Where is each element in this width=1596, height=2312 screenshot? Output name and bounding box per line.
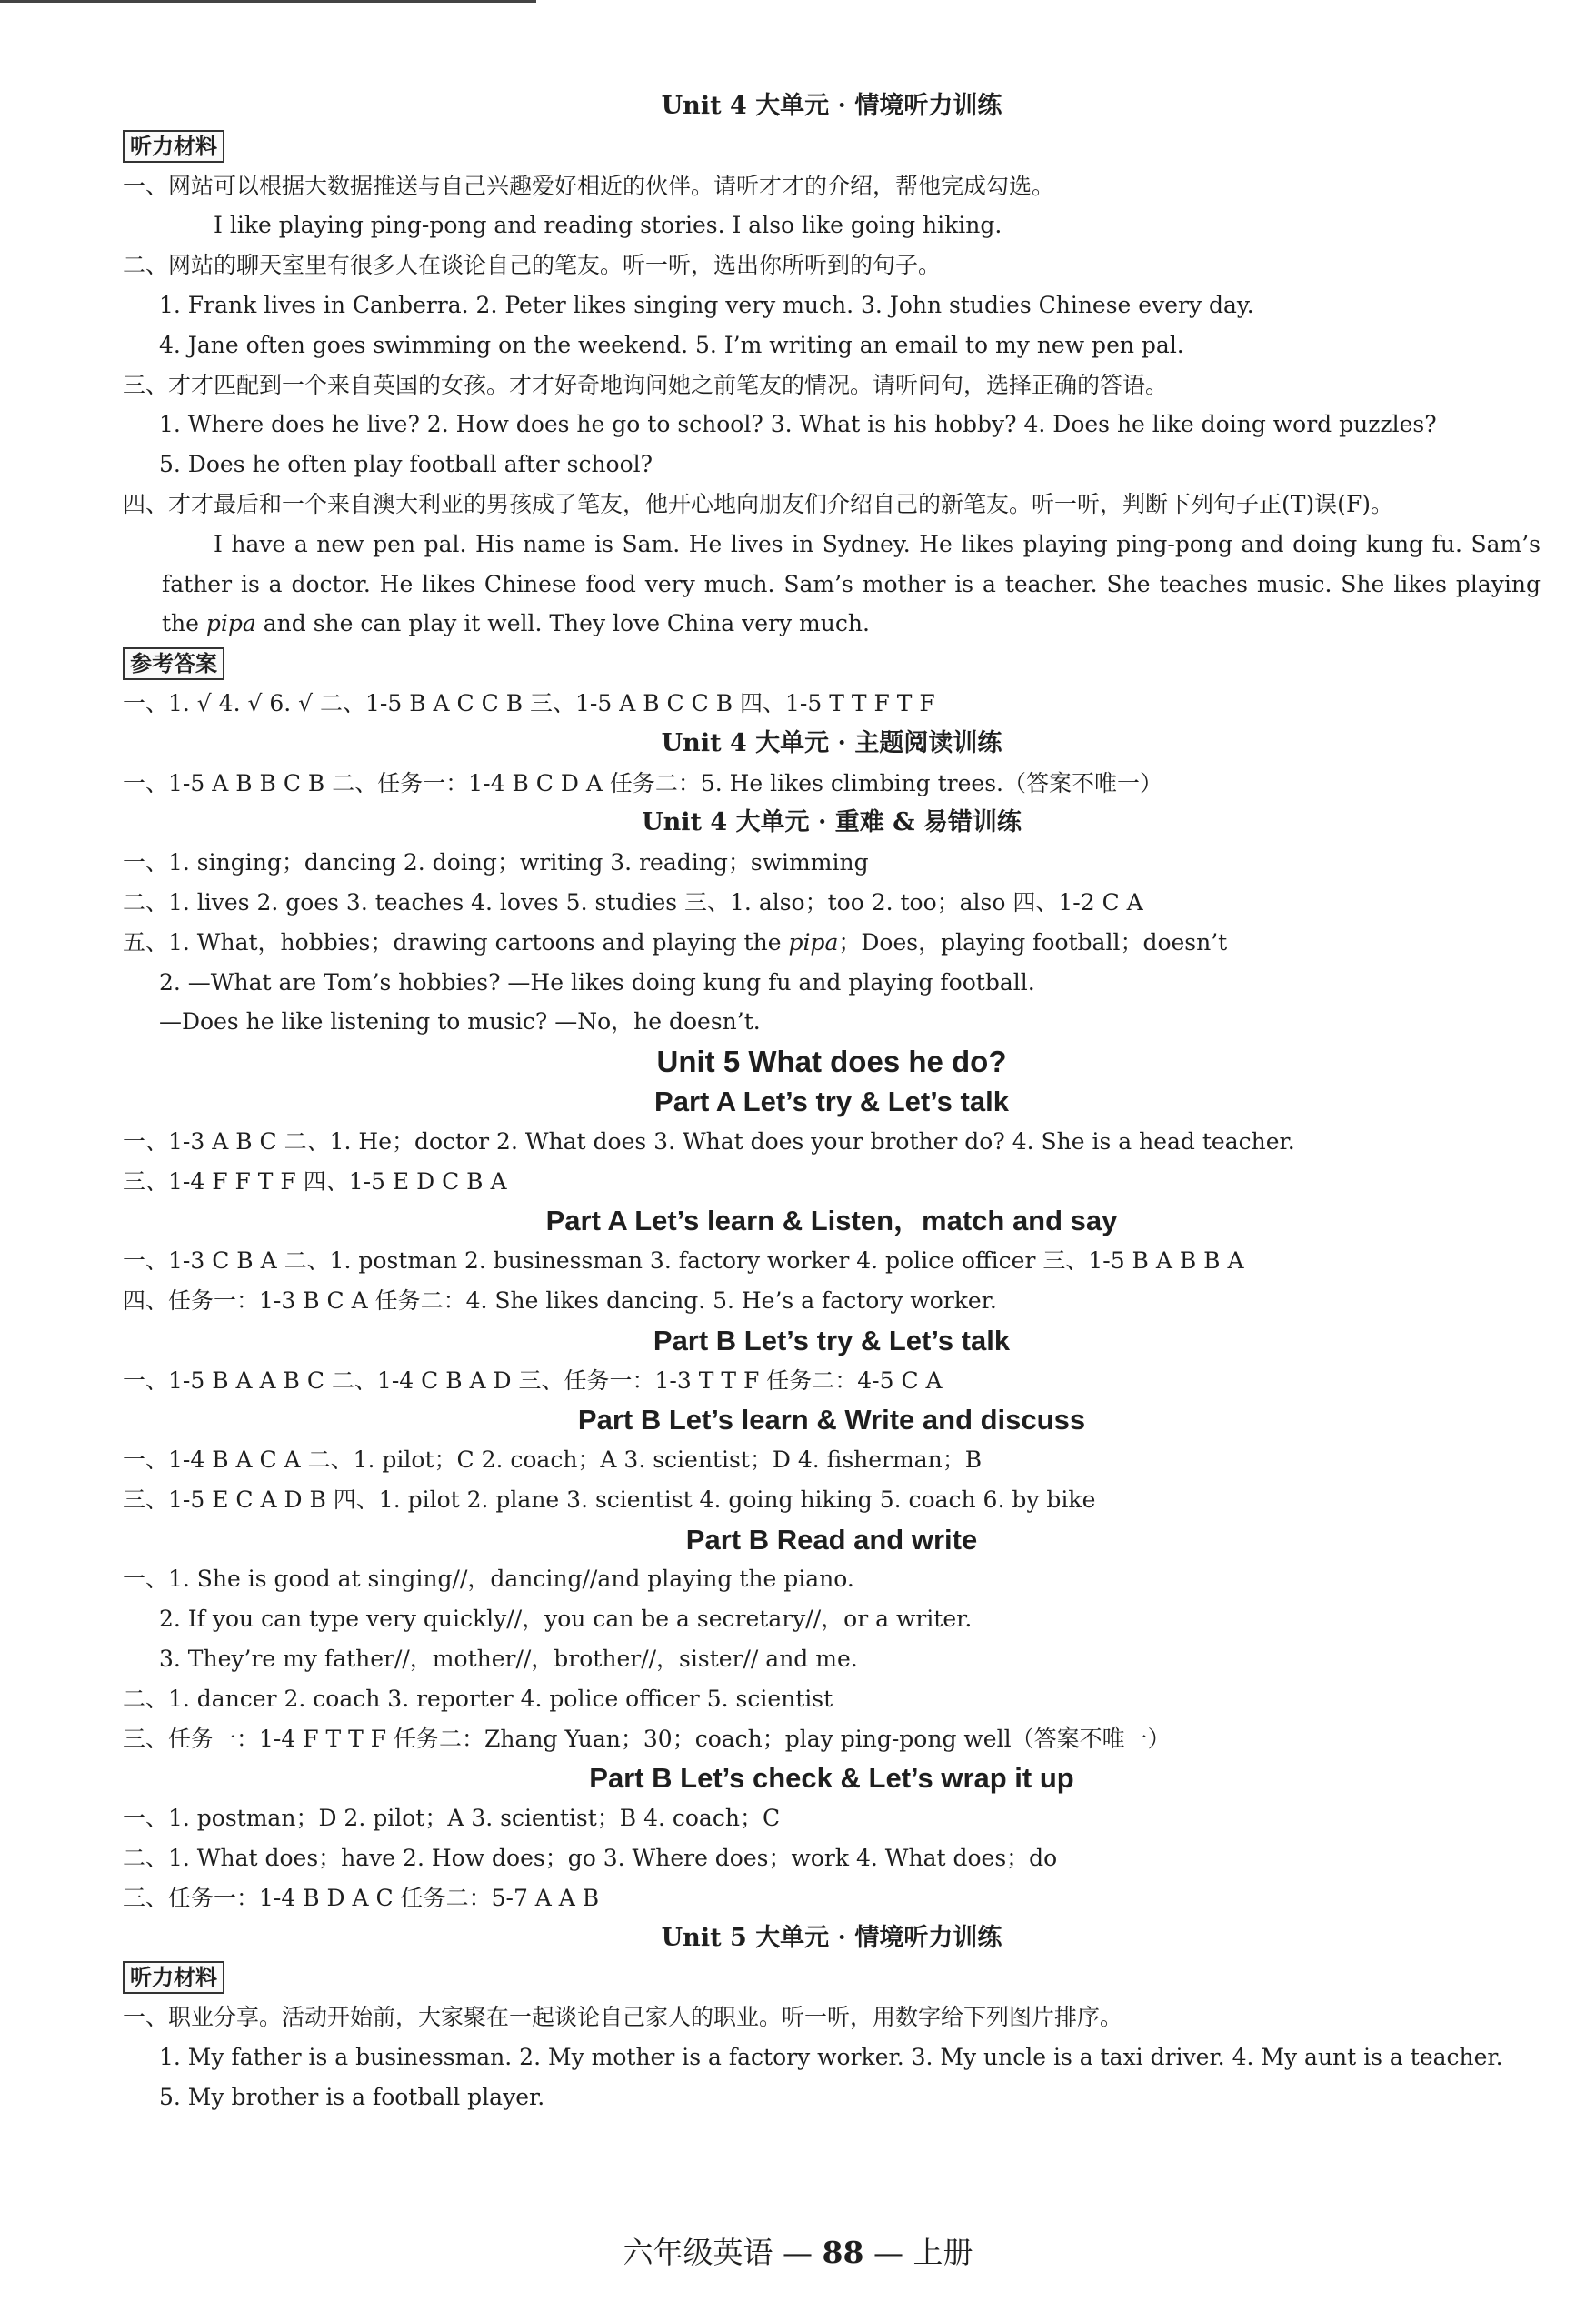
content-line: 三、任务一：1-4 B D A C 任务二：5-7 A A B <box>123 1884 600 1911</box>
content-line: 2. —What are Tom’s hobbies? —He likes doing kung fu and playing football. <box>159 968 1035 996</box>
content-line: 二、1. dancer 2. coach 3. reporter 4. police officer 5. scientist <box>123 1685 833 1712</box>
footer-subject: 六年级英语 <box>623 2235 773 2270</box>
listening-passage <box>123 525 1541 644</box>
content-line: 一、1. She is good at singing//，dancing//and playing the piano. <box>123 1566 854 1593</box>
page-footer: 六年级英语 — 88 — 上册 <box>623 2235 973 2270</box>
content-line: 二、1. lives 2. goes 3. teaches 4. loves 5. studies 三、1. also；too 2. too；also 四、1-2 C A <box>123 888 1143 916</box>
section-heading: Part B Let’s try & Let’s talk <box>653 1324 1011 1356</box>
content-line: 4. Jane often goes swimming on the weekend. 5. I’m writing an email to my new pen pal. <box>159 331 1184 358</box>
content-line: 三、才才匹配到一个来自英国的女孩。才才好奇地询问她之前笔友的情况。请听问句，选择正确的答语。 <box>123 371 1169 398</box>
section-heading: Unit 4 大单元 · 重难 & 易错训练 <box>642 808 1022 837</box>
content-line: 5. Does he often play football after school? <box>159 451 653 478</box>
section-heading: Part A Let’s try & Let’s talk <box>654 1085 1009 1117</box>
content-line: 1. Where does he live? 2. How does he go to school? 3. What is his hobby? 4. Does he like doing word puzzles? <box>159 411 1437 438</box>
answer-key-page <box>123 86 1541 2117</box>
page-number: 88 <box>822 2235 864 2270</box>
content-line: 一、1-3 A B C 二、1. He；doctor 2. What does 3. What does your brother do? 4. She is a head teacher. <box>123 1127 1295 1155</box>
content-line: 5. My brother is a football player. <box>159 2083 545 2110</box>
section-heading: Part B Let’s learn & Write and discuss <box>577 1404 1086 1436</box>
content-line: 一、1-3 C B A 二、1. postman 2. businessman 3. factory worker 4. police officer 三、1-5 B A B B A <box>123 1247 1244 1275</box>
section-heading: Part A Let’s learn & Listen，match and say <box>545 1205 1118 1237</box>
content-line: 一、1-5 A B B C B 二、任务一：1-4 B C D A 任务二：5. He likes climbing trees.（答案不唯一） <box>123 769 1162 796</box>
content-line: 三、1-4 F F T F 四、1-5 E D C B A <box>123 1167 507 1195</box>
section-label-row <box>123 1957 1541 1997</box>
footer-volume: 上册 <box>913 2235 973 2270</box>
content-line: 三、任务一：1-4 F T T F 任务二：Zhang Yuan；30；coach；play ping-pong well（答案不唯一） <box>123 1725 1171 1752</box>
content-line: 1. Frank lives in Canberra. 2. Peter likes singing very much. 3. John studies Chinese every day. <box>159 291 1254 318</box>
content-line: —Does he like listening to music? —No，he doesn’t. <box>159 1008 761 1036</box>
content-line: 三、1-5 E C A D B 四、1. pilot 2. plane 3. scientist 4. going hiking 5. coach 6. by bike <box>123 1486 1096 1513</box>
content-line: 五、1. What，hobbies；drawing cartoons and playing the pipa；Does，playing football；doesn’t <box>123 928 1228 956</box>
content-line: 2. If you can type very quickly//，you can be a secretary//，or a writer. <box>159 1606 973 1633</box>
content-line: 四、任务一：1-3 B C A 任务二：4. She likes dancing. 5. He’s a factory worker. <box>123 1286 997 1314</box>
section-heading: Part B Let’s check & Let’s wrap it up <box>589 1762 1074 1795</box>
content-line: 二、网站的聊天室里有很多人在谈论自己的笔友。听一听，选出你所听到的句子。 <box>123 252 942 279</box>
content-line: 一、1. postman；D 2. pilot；A 3. scientist；B 4. coach；C <box>123 1805 781 1832</box>
content-line: 一、1-4 B A C A 二、1. pilot；C 2. coach；A 3. scientist；D 4. fisherman；B <box>123 1446 983 1474</box>
content-line: 一、1. singing；dancing 2. doing；writing 3. reading；swimming <box>123 849 869 876</box>
section-heading: Unit 4 大单元 · 主题阅读训练 <box>661 728 1002 757</box>
section-label-box: 听力材料 <box>123 130 224 163</box>
content-line: 二、1. What does；have 2. How does；go 3. Where does；work 4. What does；do <box>123 1845 1058 1872</box>
content-line: 3. They’re my father//，mother//，brother//，sister// and me. <box>159 1646 858 1673</box>
section-heading: Unit 4 大单元 · 情境听力训练 <box>661 92 1002 120</box>
section-label-row <box>123 644 1541 684</box>
section-heading: Part B Read and write <box>685 1523 978 1556</box>
section-heading: Unit 5 大单元 · 情境听力训练 <box>661 1923 1002 1952</box>
content-line: I like playing ping-pong and reading stories. I also like going hiking. <box>214 212 1002 239</box>
content-line: 一、1. √ 4. √ 6. √ 二、1-5 B A C C B 三、1-5 A B C C B 四、1-5 T T F T F <box>123 689 935 716</box>
content-line: 一、1-5 B A A B C 二、1-4 C B A D 三、任务一：1-3 T T F 任务二：4-5 C A <box>123 1366 943 1394</box>
content-line: 1. My father is a businessman. 2. My mother is a factory worker. 3. My uncle is a taxi driver. 4. My aunt is a teacher. <box>159 2044 1503 2071</box>
section-label-box: 参考答案 <box>123 647 224 680</box>
passage-text: I have a new pen pal. His name is Sam. He lives in Sydney. He likes playing ping-pong and doing kung fu. Sam’s father is a doctor. He likes Chinese food very much. Sam’s mother is a teacher. She teaches music. She likes playing the pipa and she can play it well. They love China very much. <box>162 530 1541 637</box>
section-heading: Unit 5 What does he do? <box>656 1045 1007 1079</box>
top-rule <box>0 0 536 3</box>
content-line: 一、网站可以根据大数据推送与自己兴趣爱好相近的伙伴。请听才才的介绍，帮他完成勾选。 <box>123 172 1055 199</box>
section-label-row <box>123 126 1541 166</box>
content-line: 四、才才最后和一个来自澳大利亚的男孩成了笔友，他开心地向朋友们介绍自己的新笔友。听一听，判断下列句子正(T)误(F)。 <box>123 490 1394 517</box>
section-label-box: 听力材料 <box>123 1961 224 1994</box>
content-line: 一、职业分享。活动开始前，大家聚在一起谈论自己家人的职业。听一听，用数字给下列图片排序。 <box>123 2004 1123 2031</box>
